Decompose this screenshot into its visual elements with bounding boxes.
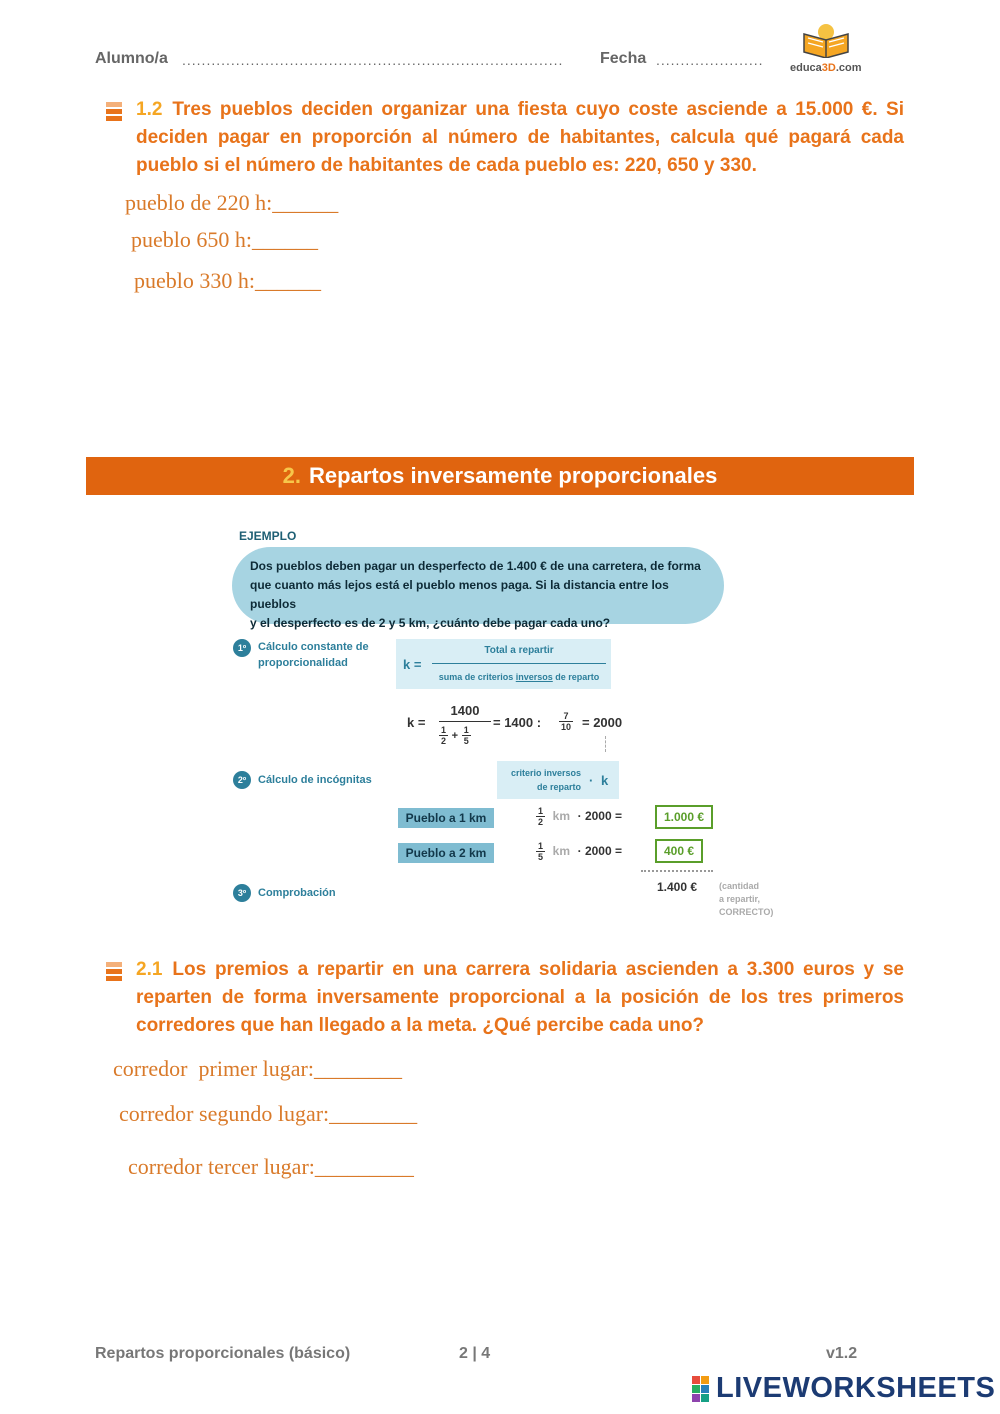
- pueblo-2km-calc: $\frac{1}{5}$ km · 2000 =: [538, 841, 622, 862]
- section-title: Repartos inversamente proporcionales: [309, 463, 718, 488]
- pueblo-1km-calc: $\frac{1}{2}$ km · 2000 =: [538, 806, 622, 827]
- check-note: (cantidad a repartir, CORRECTO): [719, 881, 774, 917]
- pueblo-2km-result: 400 €: [655, 839, 703, 863]
- step-1-badge: 1º: [233, 639, 251, 657]
- step-1-label: Cálculo constante de proporcionalidad: [258, 641, 369, 669]
- example-label: EJEMPLO: [239, 529, 297, 543]
- k-numerator: Total a repartir: [484, 645, 554, 656]
- section-number: 2.: [282, 463, 301, 488]
- footer-title: Repartos proporcionales (básico): [95, 1345, 351, 1362]
- problem-number: 2.1: [136, 959, 163, 980]
- statement-line: que cuanto más lejos está el pueblo menos paga. Si la distancia entre los pueblos: [250, 578, 669, 611]
- k-denominator: suma de criterios inversos de reparto: [438, 672, 600, 682]
- page-number: 2 | 4: [459, 1345, 491, 1362]
- answer-pueblo-650[interactable]: pueblo 650 h:______: [131, 227, 318, 252]
- answer-corredor-tercero[interactable]: corredor tercer lugar:_________: [128, 1154, 414, 1179]
- problem-2-1: [136, 956, 904, 1040]
- pueblo-2km-label: Pueblo a 2 km: [398, 843, 494, 863]
- step-2-badge: 2º: [233, 771, 251, 789]
- check-total: 1.400 €: [657, 880, 698, 894]
- sum-line: [641, 870, 713, 872]
- statement-line: y el desperfecto es de 2 y 5 km, ¿cuánto debe pagar cada uno?: [250, 616, 611, 630]
- step-3-label: Comprobación: [258, 887, 336, 899]
- section-2-header: [86, 457, 914, 495]
- pueblo-1km-label: Pueblo a 1 km: [398, 808, 494, 828]
- problem-number: 1.2: [136, 99, 163, 120]
- answer-pueblo-330[interactable]: pueblo 330 h:______: [134, 268, 321, 293]
- problem-text: Tres pueblos deciden organizar una fiesta cuyo coste asciende a 15.000 €. Si deciden pagar en proporción al número de habitantes, calcula qué pagará cada pueblo si el número de habitantes de cada pueblo es: 220, 650 y 330.: [136, 99, 904, 176]
- problem-icon: [106, 102, 122, 122]
- pueblo-1km-result: 1.000 €: [655, 805, 713, 829]
- liveworksheets-brand: LIVEWORKSHEETS: [716, 1372, 996, 1404]
- problem-icon: [106, 962, 122, 982]
- student-label: Alumno/a: [95, 50, 168, 67]
- date-line[interactable]: ......................: [656, 52, 764, 68]
- k-formula-box: [396, 639, 611, 689]
- date-label: Fecha: [600, 50, 647, 67]
- arrow-down: [605, 736, 607, 752]
- liveworksheets-logo-icon: [692, 1376, 710, 1402]
- problem-1-2: [136, 96, 904, 180]
- open-book-icon: [796, 18, 856, 58]
- student-name-line[interactable]: ..............................................................................: [182, 52, 564, 68]
- k-symbol: k =: [403, 657, 422, 672]
- version: v1.2: [826, 1345, 858, 1362]
- educa3d-logo: [790, 18, 860, 78]
- answer-corredor-segundo[interactable]: corredor segundo lugar:________: [119, 1101, 418, 1126]
- answer-pueblo-220[interactable]: pueblo de 220 h:______: [125, 190, 339, 215]
- statement-line: Dos pueblos deben pagar un desperfecto de 1.400 € de una carretera, de forma: [250, 559, 701, 573]
- answer-corredor-primero[interactable]: corredor primer lugar:________: [113, 1056, 402, 1081]
- problem-text: Los premios a repartir en una carrera solidaria ascienden a 3.300 euros y se reparten de forma inversamente proporcional a la posición de los tres primeros corredores que han llegado a la meta. ¿Qué percibe cada uno?: [136, 959, 904, 1036]
- step-2-label: Cálculo de incógnitas: [258, 774, 372, 786]
- logo-text: educa3D.com: [790, 62, 862, 74]
- fraction-line: [432, 663, 606, 664]
- criterio-box: criterio inversos de reparto · k: [497, 761, 619, 799]
- step-3-badge: 3º: [233, 884, 251, 902]
- example-statement: [232, 547, 724, 630]
